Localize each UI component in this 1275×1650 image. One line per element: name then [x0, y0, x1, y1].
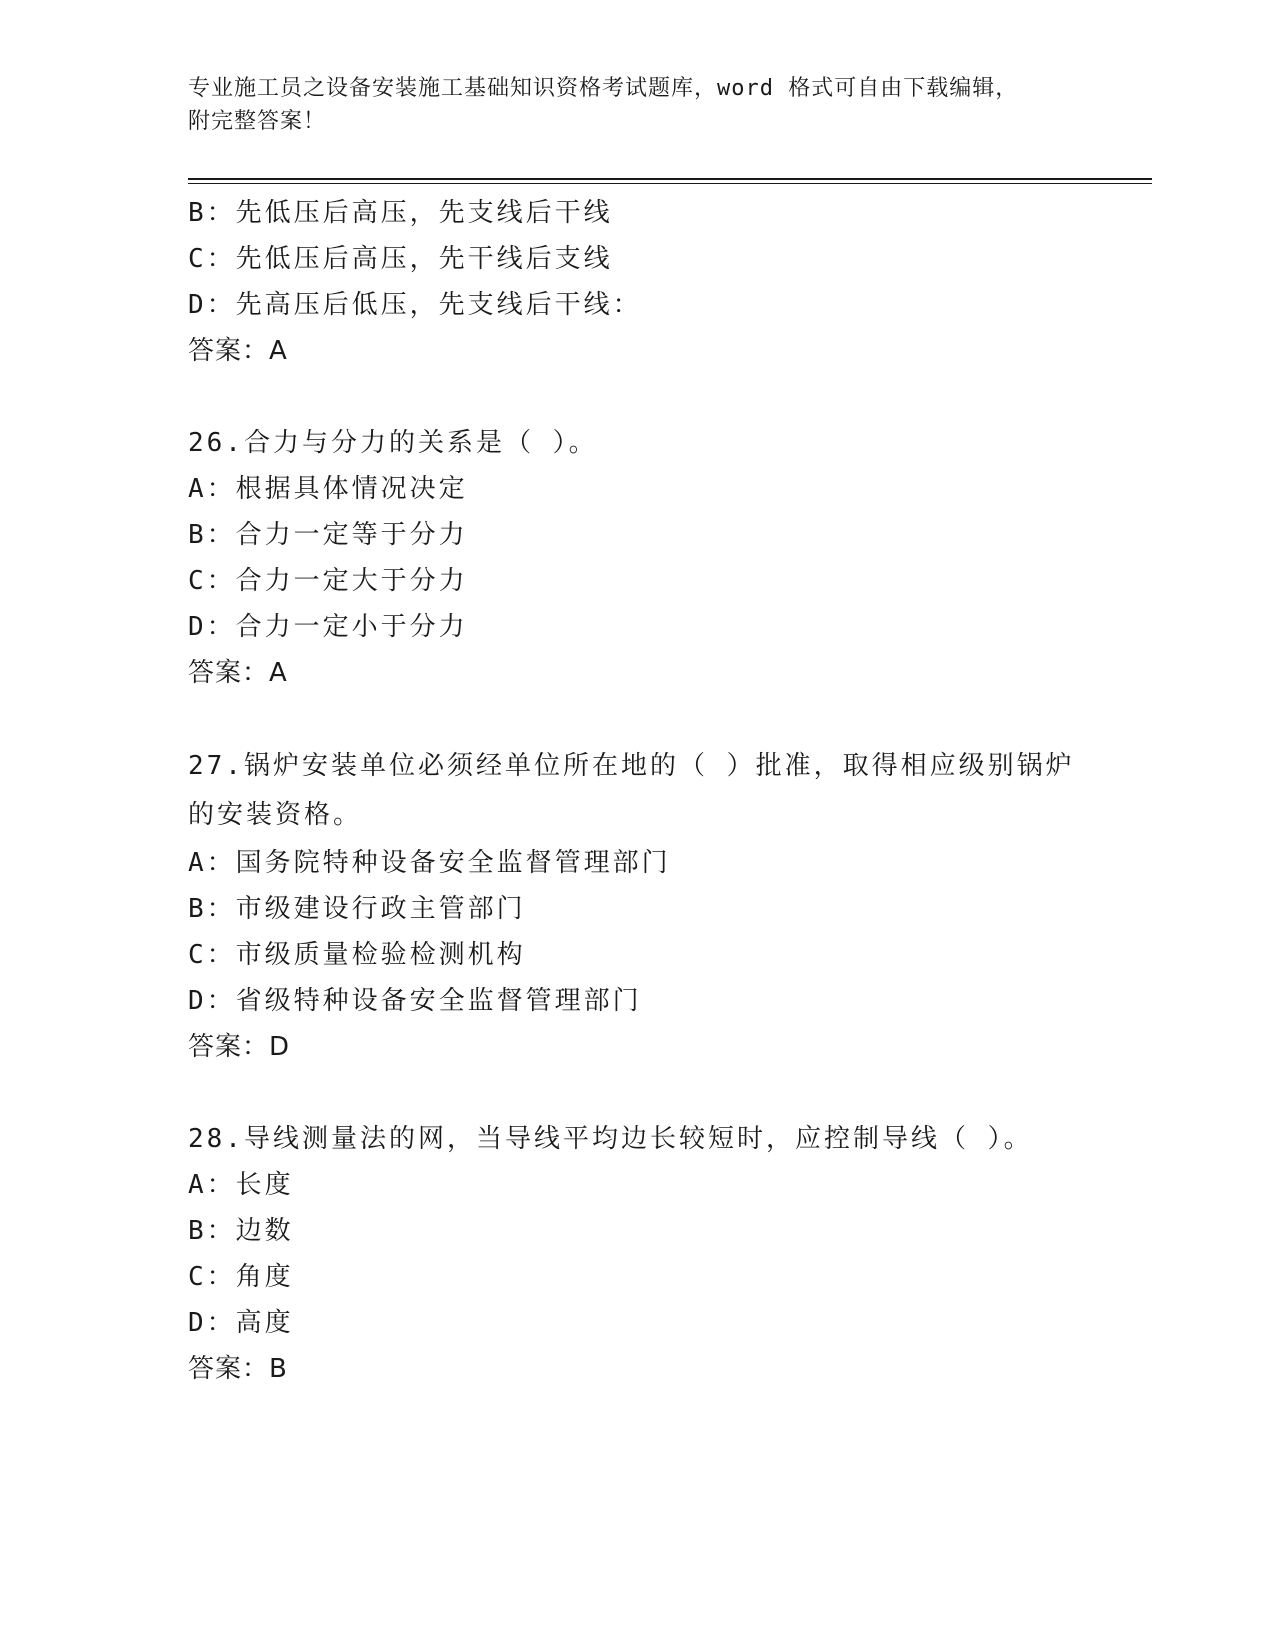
- option-a: A：国务院特种设备安全监督管理部门: [188, 848, 671, 878]
- answer-line: 答案：B: [188, 1354, 288, 1384]
- option-c: C：先低压后高压，先干线后支线: [188, 244, 613, 274]
- question-stem: 27.锅炉安装单位必须经单位所在地的（ ）批准，取得相应级别锅炉的安装资格。: [188, 751, 1075, 830]
- header-divider-thick: [188, 178, 1152, 180]
- document-header: [188, 72, 1088, 138]
- header-line-1: 专业施工员之设备安装施工基础知识资格考试题库，word 格式可自由下载编辑，: [188, 76, 1019, 101]
- question-block-26: [188, 420, 1088, 696]
- option-d: D：合力一定小于分力: [188, 612, 468, 642]
- question-list: [188, 190, 1088, 1392]
- question-block-previous: [188, 190, 1088, 374]
- answer-line: 答案：D: [188, 1032, 291, 1062]
- answer-line: 答案：A: [188, 658, 288, 688]
- option-a: A：根据具体情况决定: [188, 474, 468, 504]
- option-b: B：市级建设行政主管部门: [188, 894, 526, 924]
- option-c: C：合力一定大于分力: [188, 566, 468, 596]
- question-block-27: [188, 742, 1088, 1070]
- option-b: B：先低压后高压，先支线后干线: [188, 198, 613, 228]
- option-d: D：高度: [188, 1308, 294, 1338]
- option-b: B：合力一定等于分力: [188, 520, 468, 550]
- option-c: C：市级质量检验检测机构: [188, 940, 526, 970]
- question-block-28: [188, 1116, 1088, 1392]
- question-stem: 26.合力与分力的关系是（ ）。: [188, 428, 598, 458]
- option-c: C：角度: [188, 1262, 294, 1292]
- answer-line: 答案：A: [188, 336, 288, 366]
- option-d: D：先高压后低压，先支线后干线：: [188, 290, 642, 320]
- question-stem: 28.导线测量法的网，当导线平均边长较短时，应控制导线（ ）。: [188, 1124, 1033, 1154]
- option-a: A：长度: [188, 1170, 294, 1200]
- option-d: D：省级特种设备安全监督管理部门: [188, 986, 642, 1016]
- option-b: B：边数: [188, 1216, 294, 1246]
- header-line-2: 附完整答案！: [188, 109, 327, 134]
- header-divider-thin: [188, 183, 1152, 184]
